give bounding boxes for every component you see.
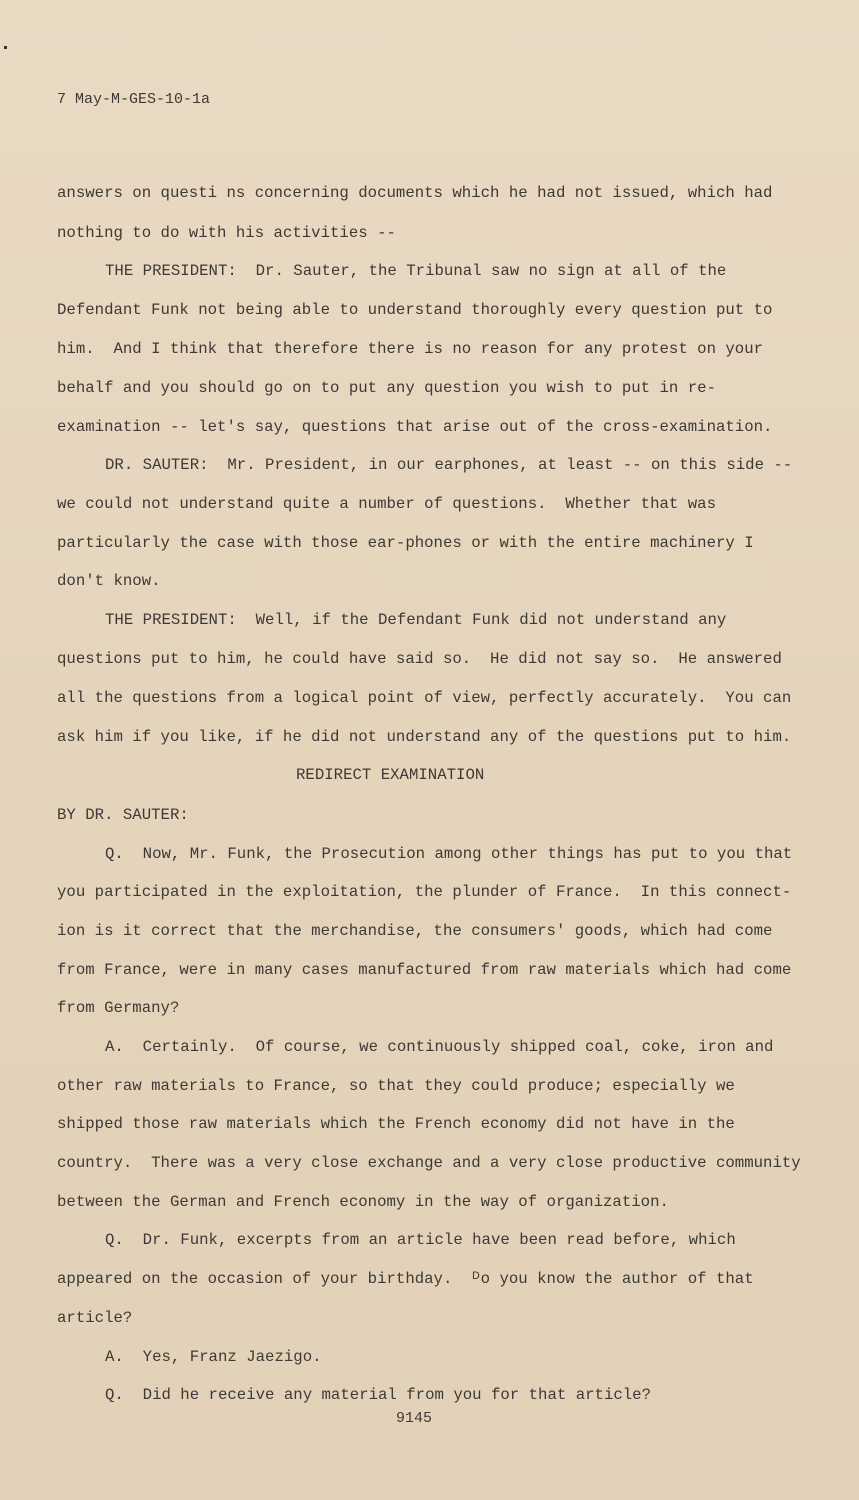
transcript-line: from Germany? <box>57 999 180 1017</box>
transcript-line: we could not understand quite a number of questions. Whether that was <box>57 495 716 513</box>
transcript-line: between the German and French economy in the way of organization. <box>57 1193 669 1211</box>
transcript-line: Q. Dr. Funk, excerpts from an article have been read before, which <box>105 1231 736 1249</box>
transcript-line: all the questions from a logical point of view, perfectly accurately. You can <box>57 689 792 707</box>
transcript-line: you participated in the exploitation, the plunder of France. In this connect- <box>57 883 792 901</box>
transcript-line: don't know. <box>57 572 161 590</box>
transcript-line: ask him if you like, if he did not understand any of the questions put to him. <box>57 728 792 746</box>
transcript-line: Q. Did he receive any material from you for that article? <box>105 1386 652 1404</box>
transcript-line: other raw materials to France, so that they could produce; especially we <box>57 1077 735 1095</box>
transcript-line: Q. Now, Mr. Funk, the Prosecution among other things has put to you that <box>105 845 793 863</box>
transcript-line: Defendant Funk not being able to understand thoroughly every question put to <box>57 301 773 319</box>
transcript-line: THE PRESIDENT: Dr. Sauter, the Tribunal saw no sign at all of the <box>105 262 727 280</box>
transcript-line: examination -- let's say, questions that arise out of the cross-examination. <box>57 418 773 436</box>
transcript-line: from France, were in many cases manufactured from raw materials which had come <box>57 961 792 979</box>
transcript-line: appeared on the occasion of your birthday. ᴰo you know the author of that <box>57 1270 754 1288</box>
transcript-line: country. There was a very close exchange and a very close productive community <box>57 1154 801 1172</box>
transcript-line: him. And I think that therefore there is no reason for any protest on your <box>57 340 764 358</box>
page-number: 9145 <box>396 1410 433 1427</box>
examiner-line: BY DR. SAUTER: <box>57 806 189 824</box>
transcript-line: nothing to do with his activities -- <box>57 224 396 242</box>
transcript-line: A. Yes, Franz Jaezigo. <box>105 1348 322 1366</box>
transcript-line: questions put to him, he could have said so. He did not say so. He answered <box>57 650 782 668</box>
transcript-line: shipped those raw materials which the French economy did not have in the <box>57 1115 735 1133</box>
transcript-line: answers on questi ns concerning documents which he had not issued, which had <box>57 184 773 202</box>
transcript-line: THE PRESIDENT: Well, if the Defendant Funk did not understand any <box>105 611 727 629</box>
section-heading: REDIRECT EXAMINATION <box>296 766 485 784</box>
document-header: 7 May-M-GES-10-1a <box>57 91 211 108</box>
transcript-line: behalf and you should go on to put any question you wish to put in re- <box>57 379 716 397</box>
transcript-line: particularly the case with those ear-phones or with the entire machinery I <box>57 534 754 552</box>
transcript-line: A. Certainly. Of course, we continuously shipped coal, coke, iron and <box>105 1038 774 1056</box>
margin-mark <box>4 46 7 49</box>
transcript-line: article? <box>57 1309 133 1327</box>
transcript-line: ion is it correct that the merchandise, the consumers' goods, which had come <box>57 922 773 940</box>
transcript-line: DR. SAUTER: Mr. President, in our earphones, at least -- on this side -- <box>105 456 793 474</box>
